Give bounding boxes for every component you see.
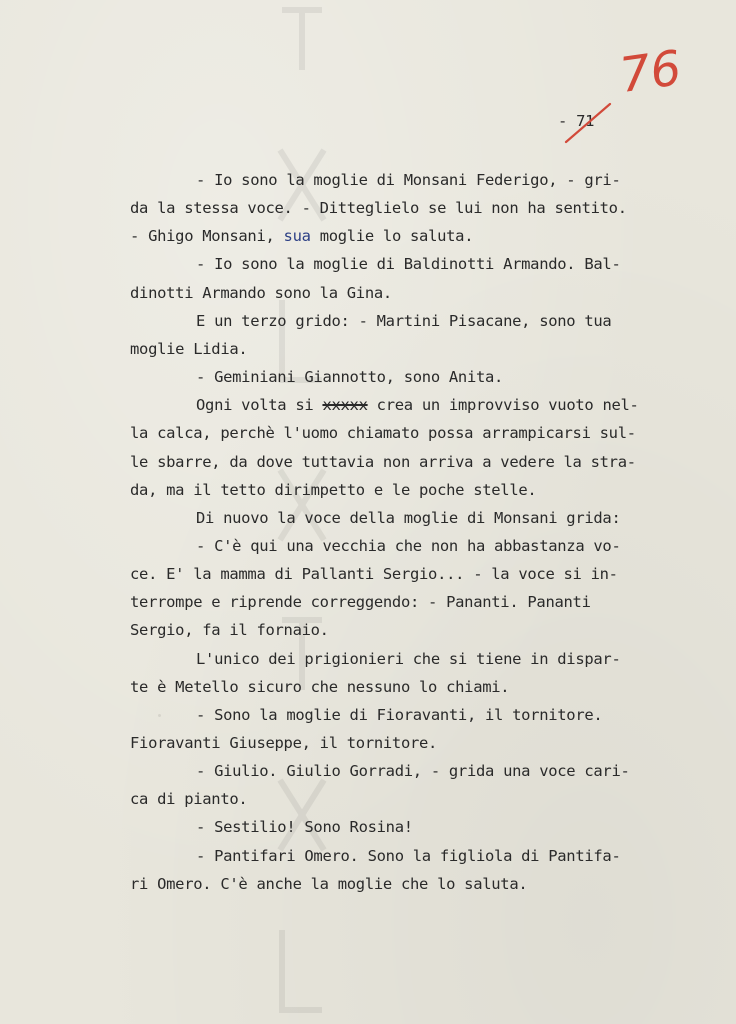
text-line [130, 593, 591, 611]
text-segment: - Pantifari Omero. Sono la figliola di Pantifa- [196, 846, 621, 865]
text-line [196, 509, 621, 527]
handwritten-page-number: 76 [616, 40, 685, 104]
text-segment: da la stessa voce. - Ditteglielo se lui non ha sentito. [130, 199, 627, 218]
text-segment: - C'è qui una vecchia che non ha abbastanza vo- [196, 536, 621, 555]
text-line [196, 706, 602, 724]
text-segment: terrompe e riprende correggendo: - Pananti. Pananti [130, 593, 591, 612]
page-number: - 71 [558, 112, 595, 130]
text-segment: la calca, perchè l'uomo chiamato possa arrampicarsi sul- [130, 424, 636, 443]
text-line [196, 537, 621, 555]
text-line [130, 621, 329, 639]
text-line [196, 171, 621, 189]
text-line [196, 847, 621, 865]
text-segment: L'unico dei prigionieri che si tiene in dispar- [196, 649, 621, 668]
text-segment: dinotti Armando sono la Gina. [130, 283, 392, 302]
text-segment: Fioravanti Giuseppe, il tornitore. [130, 734, 438, 752]
text-segment: Di nuovo la voce della moglie di Monsani grida: [196, 508, 621, 527]
text-segment: ca di pianto. [130, 790, 248, 809]
text-segment: le sbarre, da dove tuttavia non arriva a vedere la stra- [130, 452, 636, 471]
text-segment: Ogni volta si [196, 396, 323, 415]
text-line [196, 762, 630, 780]
text-line [130, 481, 536, 499]
text-segment: da, ma il tetto dirimpetto e le poche stelle. [130, 480, 537, 499]
text-line [130, 199, 627, 217]
text-line [130, 284, 392, 302]
text-line [196, 818, 413, 836]
red-slash-mark [560, 98, 618, 146]
text-segment: - Io sono la moglie di Monsani Federigo, - gri- [196, 171, 621, 189]
text-segment: moglie Lidia. [130, 339, 248, 358]
text-line [196, 650, 621, 668]
text-line [130, 453, 636, 471]
text-segment: ce. E' la mamma di Pallanti Sergio... - la voce si in- [130, 565, 618, 584]
text-line [196, 368, 503, 386]
text-segment: Sergio, fa il fornaio. [130, 621, 329, 640]
text-segment: - Sono la moglie di Fioravanti, il tornitore. [196, 705, 603, 724]
text-line [130, 424, 636, 442]
text-segment: ri Omero. C'è anche la moglie che lo saluta. [130, 874, 528, 893]
text-line [130, 565, 618, 583]
text-segment: E un terzo grido: - Martini Pisacane, sono tua [196, 311, 612, 330]
text-line [130, 734, 437, 752]
text-segment: - Giulio. Giulio Gorradi, - grida una voce cari- [196, 762, 630, 781]
text-segment: - Ghigo Monsani, [130, 227, 284, 246]
text-segment-strike: xxxxx [322, 396, 368, 415]
text-segment-blue: sua [283, 227, 311, 246]
text-segment: crea un improvviso vuoto nel- [367, 396, 639, 415]
text-line [130, 340, 247, 358]
text-segment: moglie lo saluta. [310, 227, 474, 246]
text-line [130, 678, 509, 696]
text-line [130, 227, 473, 245]
text-line [196, 255, 621, 273]
text-line [196, 312, 611, 330]
ink-speck [158, 714, 161, 717]
text-line [196, 396, 639, 414]
text-line [130, 875, 527, 893]
text-segment: - Io sono la moglie di Baldinotti Armando. Bal- [196, 255, 621, 274]
text-segment: te è Metello sicuro che nessuno lo chiami. [130, 677, 510, 696]
text-segment: - Geminiani Giannotto, sono Anita. [196, 368, 504, 387]
text-line [130, 790, 247, 808]
text-segment: - Sestilio! Sono Rosina! [196, 818, 413, 837]
